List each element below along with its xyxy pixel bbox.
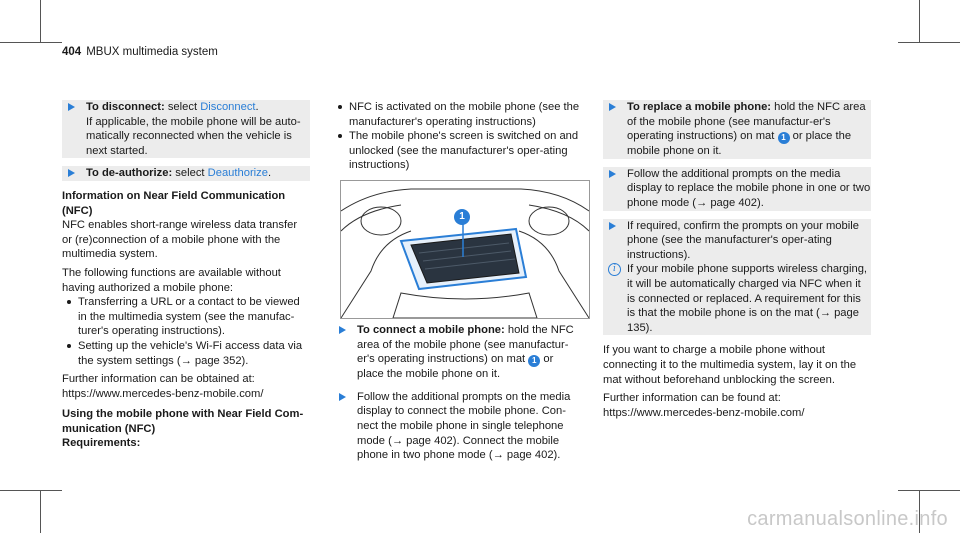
- crop-mark: [0, 490, 62, 491]
- step-lead: To disconnect:: [86, 101, 165, 113]
- console-mat-figure: [340, 180, 590, 319]
- nfc-intro: NFC enables short-range wireless data transfer or (re)connection of a mobile phone with the multimedia system.: [62, 219, 298, 261]
- list-item: [62, 339, 310, 368]
- deauthorize-link[interactable]: Deauthorize: [207, 167, 268, 180]
- crop-mark: [0, 42, 62, 43]
- crop-mark: [919, 0, 920, 42]
- requirements-heading: Requirements:: [62, 437, 141, 450]
- info-icon: i: [608, 263, 621, 276]
- crop-mark: [898, 42, 960, 43]
- step-arrow-icon: [68, 169, 75, 177]
- info-text: If your mobile phone supports wireless charging, it will be automatically charged via NFC when it is connected or replaced. A requirement for this is that the mobile phone is on the mat (→ page 135).: [627, 263, 868, 334]
- bullet-text: Setting up the vehicle's Wi-Fi access data via the system settings (→ page 352).: [78, 339, 303, 367]
- step-lead: To de-authorize:: [86, 167, 173, 180]
- step-replace: [603, 100, 871, 159]
- charge-text: If you want to charge a mobile phone without connecting it to the multimedia system, lay it on the mat without beforehand unblocking the screen.: [603, 344, 857, 386]
- mat-callout-marker: 1: [454, 209, 470, 225]
- step-text: or place the mobile phone on it.: [357, 353, 554, 381]
- step-arrow-icon: [68, 103, 75, 111]
- step-text: select: [164, 101, 201, 113]
- step-text: Follow the additional prompts on the media display to connect the mobile phone. Con-nect the mobile phone in single telephone mode (→ page 402). Connect the mobile phone in two phone mode (→ page 402).: [357, 390, 571, 462]
- step-text: .: [255, 101, 259, 113]
- step-arrow-icon: [609, 222, 616, 230]
- step-follow: [333, 390, 581, 463]
- step-text: Follow the additional prompts on the media display to replace the mobile phone in one or two phone mode (→ page 402).: [627, 167, 871, 209]
- step-deauthorize: [62, 166, 310, 181]
- step-lead: To replace a mobile phone:: [627, 101, 772, 113]
- mat-marker: 1: [778, 132, 790, 144]
- column-3: [603, 100, 871, 420]
- bullet-dot: [338, 134, 342, 138]
- column-1: [62, 100, 310, 451]
- step-text: .: [267, 167, 272, 180]
- info-note: [603, 262, 871, 335]
- step-text: select: [172, 167, 208, 180]
- watermark: carmanualsonline.info: [747, 508, 948, 531]
- page-number: 404: [62, 46, 82, 58]
- step-arrow-icon: [339, 326, 346, 334]
- step-text: If required, confirm the prompts on your mobile phone (see the manufacturer's oper-ating instructions).: [627, 219, 859, 261]
- column-2-lower: [333, 323, 581, 471]
- bullet-dot: [67, 300, 71, 304]
- functions-intro: The following functions are available without having authorized a mobile phone:: [62, 266, 281, 294]
- mat-marker: 1: [528, 355, 540, 367]
- step-text: hold the NFC area of the mobile phone (see manufactur-er's operating instructions) on mat: [627, 101, 866, 143]
- crop-mark: [898, 490, 960, 491]
- step-text: hold the NFC area of the mobile phone (see manufactur-er's operating instructions) on mat: [357, 324, 574, 366]
- step-confirm: [603, 219, 871, 336]
- bullet-text: The mobile phone's screen is switched on and unlocked (see the manufacturer's oper-ating instructions): [349, 130, 579, 172]
- step-arrow-icon: [339, 393, 346, 401]
- disconnect-body: If applicable, the mobile phone will be auto-matically reconnected when the vehicle is next started.: [86, 115, 301, 157]
- step-lead: To connect a mobile phone:: [357, 324, 505, 336]
- step-text: or place the mobile phone on it.: [627, 130, 852, 158]
- list-item: [333, 129, 581, 173]
- bullet-text: NFC is activated on the mobile phone (see the manufacturer's operating instructions): [349, 101, 580, 128]
- nfc-heading: Information on Near Field Communication (NFC): [62, 189, 286, 217]
- column-2: [333, 100, 581, 173]
- crop-mark: [40, 490, 41, 533]
- step-arrow-icon: [609, 103, 616, 111]
- step-disconnect: [62, 100, 310, 158]
- step-connect: [333, 323, 581, 382]
- page-header: [62, 45, 218, 60]
- bullet-dot: [67, 344, 71, 348]
- further-info: Further information can be obtained at: https://www.mercedes-benz-mobile.com/: [62, 373, 264, 400]
- using-heading: Using the mobile phone with Near Field Com-munication (NFC): [62, 408, 304, 435]
- console-illustration: [341, 181, 589, 318]
- bullet-text: Transferring a URL or a contact to be viewed in the multimedia system (see the manufac-turer's operating instructions).: [78, 296, 300, 338]
- header-title: MBUX multimedia system: [86, 46, 218, 58]
- step-arrow-icon: [609, 170, 616, 178]
- step-follow-replace: [603, 167, 871, 211]
- bullet-dot: [338, 105, 342, 109]
- crop-mark: [40, 0, 41, 42]
- disconnect-link[interactable]: Disconnect: [200, 101, 256, 113]
- list-item: [62, 295, 310, 339]
- further-info: Further information can be found at: https://www.mercedes-benz-mobile.com/: [603, 392, 805, 419]
- list-item: [333, 100, 581, 129]
